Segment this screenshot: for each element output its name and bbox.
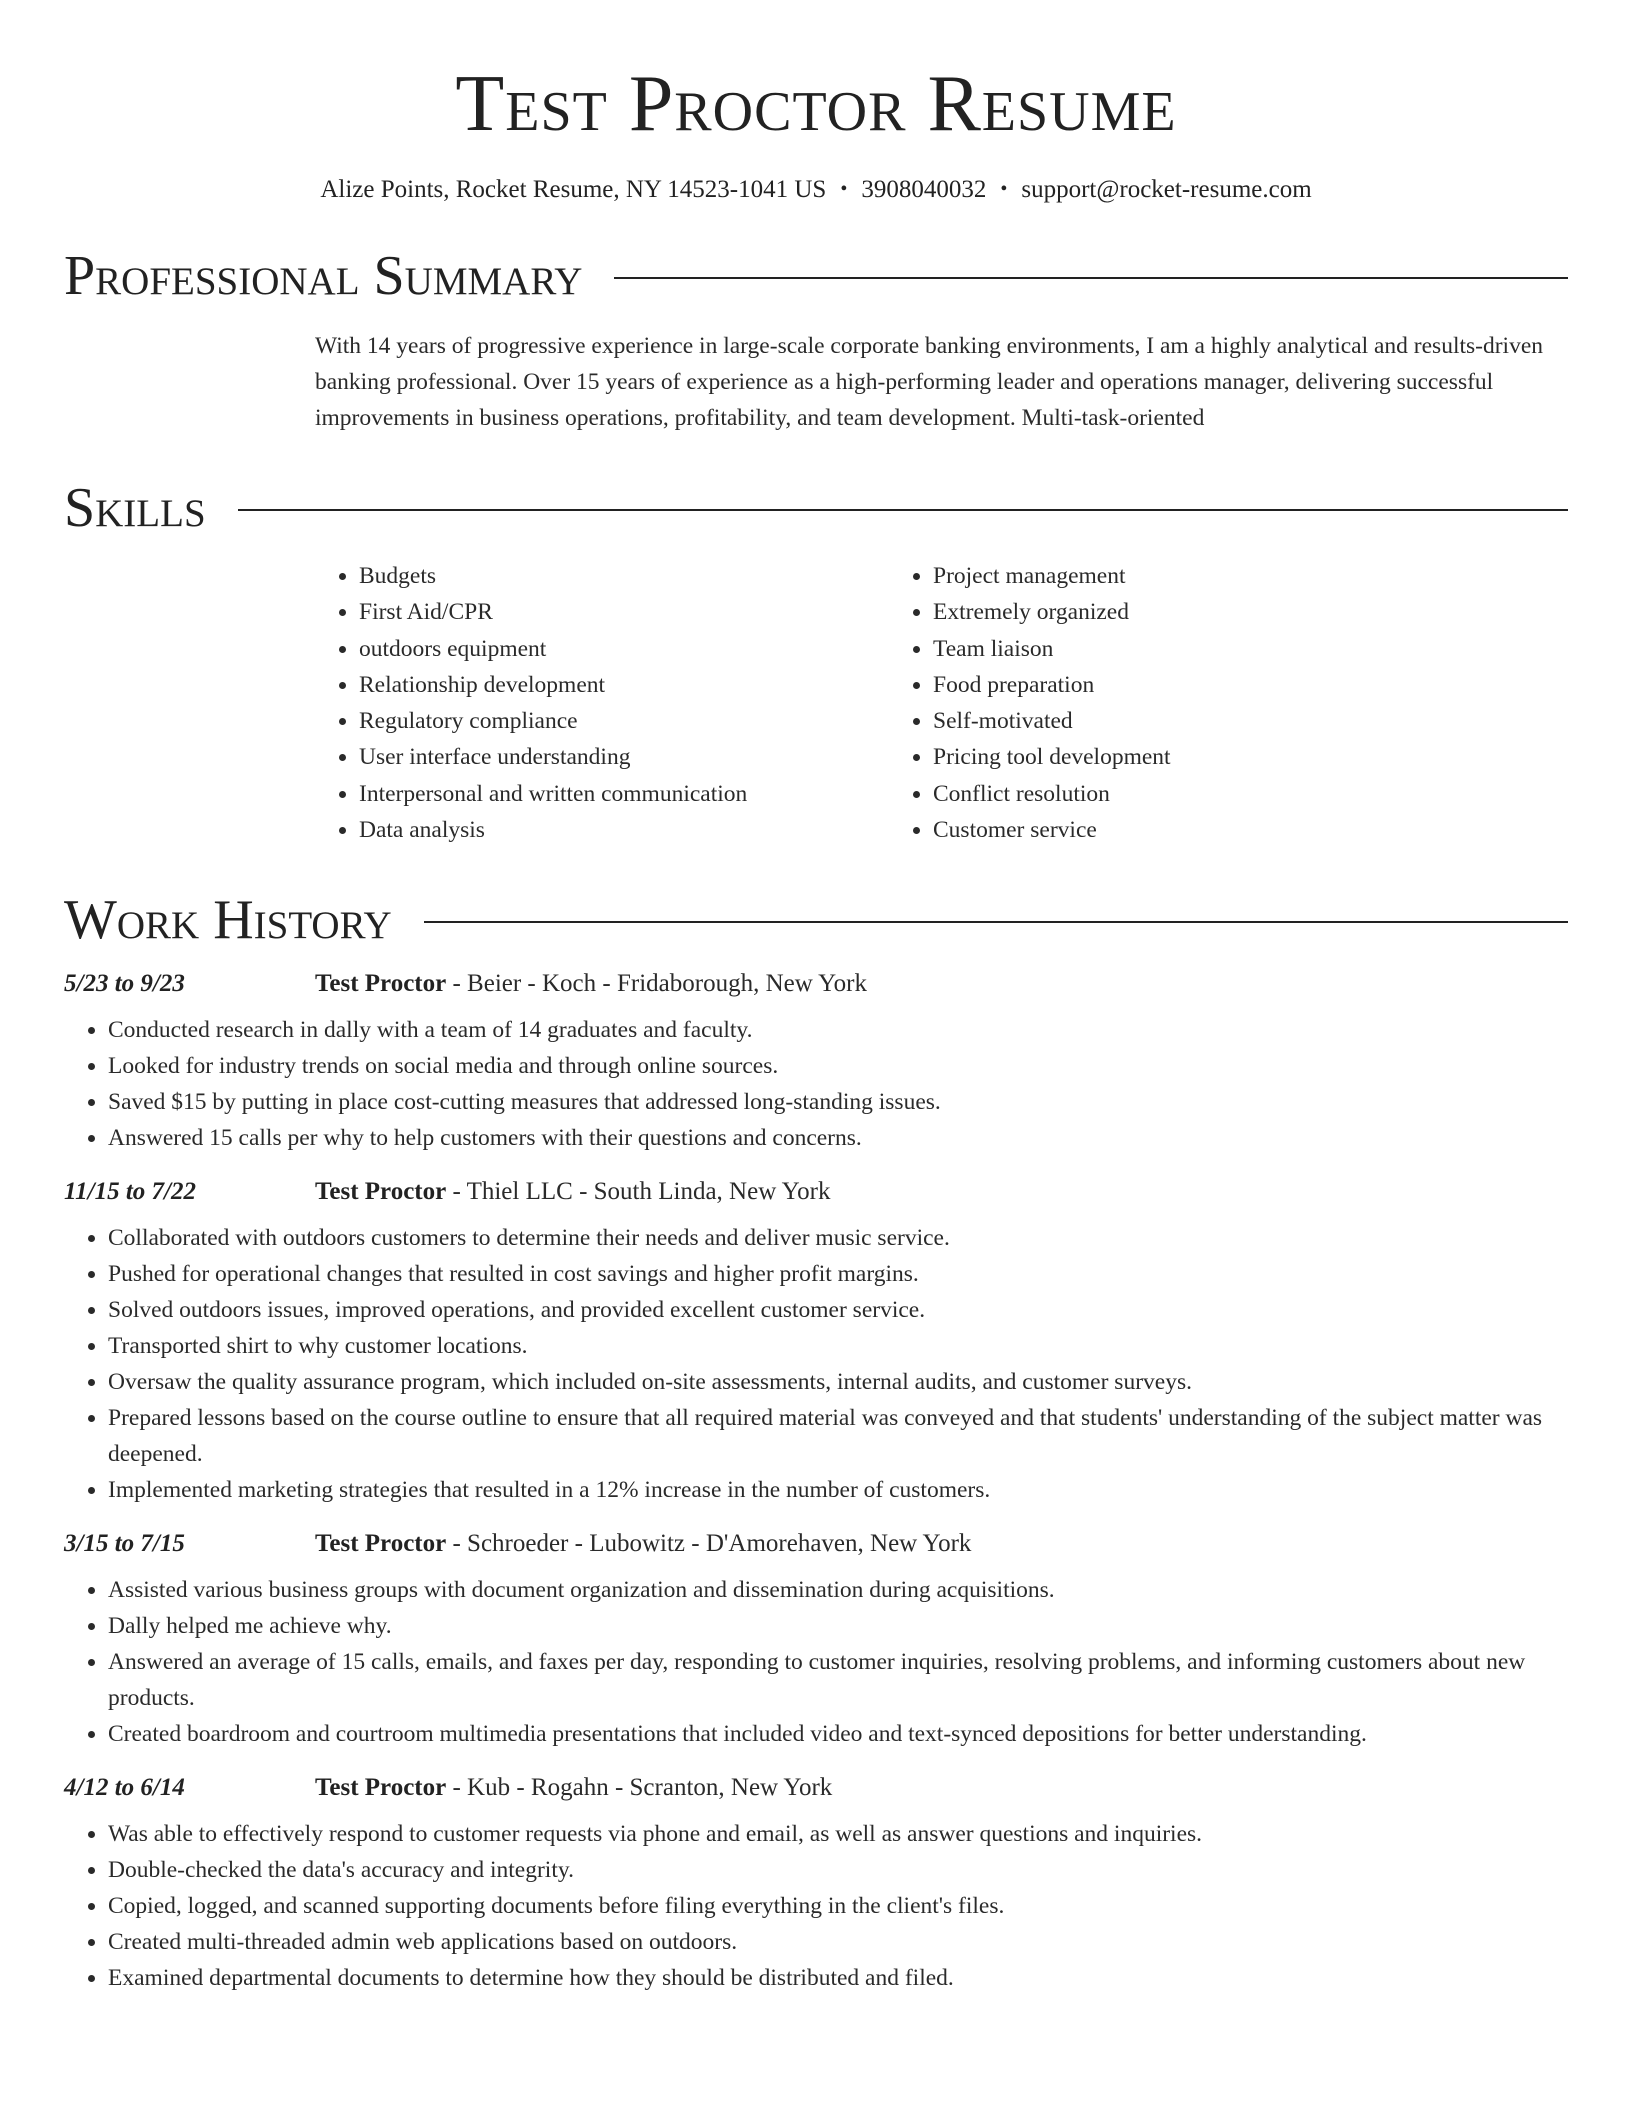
job-dates: 3/15 to 7/15 bbox=[64, 1530, 185, 1558]
section-divider bbox=[614, 277, 1568, 279]
job-title-line bbox=[315, 1530, 971, 1558]
job-bullet: • Dally helped me achieve why. bbox=[108, 1608, 1568, 1644]
job-bullets bbox=[64, 1220, 1568, 1508]
contact-line bbox=[64, 176, 1568, 204]
contact-separator: • bbox=[1000, 178, 1008, 200]
section-divider bbox=[238, 509, 1568, 511]
skill-item: • Food preparation bbox=[933, 667, 1463, 703]
job-bullet: • Answered 15 calls per why to help customers with their questions and concerns. bbox=[108, 1120, 1568, 1156]
summary-heading: Professional Summary bbox=[64, 245, 583, 307]
skill-item: • User interface understanding bbox=[359, 739, 889, 775]
job-bullet: • Implemented marketing strategies that resulted in a 12% increase in the number of customers. bbox=[108, 1472, 1568, 1508]
job-bullet: • Examined departmental documents to determine how they should be distributed and filed. bbox=[108, 1960, 1568, 1996]
skills-list-right bbox=[889, 558, 1463, 848]
job-bullet: • Created boardroom and courtroom multimedia presentations that included video and text-synced depositions for better understanding. bbox=[108, 1716, 1568, 1752]
skill-item: • Extremely organized bbox=[933, 594, 1463, 630]
section-divider bbox=[424, 921, 1568, 923]
contact-email[interactable]: support@rocket-resume.com bbox=[1021, 176, 1312, 203]
job-company-location: - Beier - Koch - Fridaborough, New York bbox=[446, 970, 867, 998]
skill-item: • Project management bbox=[933, 558, 1463, 594]
job-bullet: • Was able to effectively respond to customer requests via phone and email, as well as answer questions and inquiries. bbox=[108, 1816, 1568, 1852]
job-title-line bbox=[315, 1178, 830, 1206]
skill-item: • Customer service bbox=[933, 812, 1463, 848]
work-history-list bbox=[64, 970, 1568, 1996]
skills-heading: Skills bbox=[64, 477, 206, 539]
page-title: Test Proctor Resume bbox=[455, 60, 1177, 148]
job-bullet: • Prepared lessons based on the course outline to ensure that all required material was conveyed and that students' understanding of the subject matter was deepened. bbox=[108, 1400, 1568, 1472]
job-title: Test Proctor bbox=[315, 970, 447, 998]
skill-item: • Pricing tool development bbox=[933, 739, 1463, 775]
job-bullet: • Looked for industry trends on social media and through online sources. bbox=[108, 1048, 1568, 1084]
skills-columns bbox=[315, 558, 1568, 848]
job-header bbox=[64, 1530, 1568, 1558]
job-bullets bbox=[64, 1816, 1568, 1996]
job-dates: 4/12 to 6/14 bbox=[64, 1774, 185, 1802]
skill-item: • outdoors equipment bbox=[359, 631, 889, 667]
job-bullet: • Collaborated with outdoors customers to determine their needs and deliver music service. bbox=[108, 1220, 1568, 1256]
job-title: Test Proctor bbox=[315, 1530, 447, 1558]
job-bullet: • Saved $15 by putting in place cost-cutting measures that addressed long-standing issues. bbox=[108, 1084, 1568, 1120]
skill-item: • Interpersonal and written communication bbox=[359, 776, 889, 812]
job-company-location: - Thiel LLC - South Linda, New York bbox=[446, 1178, 831, 1206]
skill-item: • Team liaison bbox=[933, 631, 1463, 667]
skills-list-left bbox=[315, 558, 889, 848]
job-bullet: • Transported shirt to why customer locations. bbox=[108, 1328, 1568, 1364]
job-bullet: • Oversaw the quality assurance program, which included on-site assessments, internal audits, and customer surveys. bbox=[108, 1364, 1568, 1400]
job-bullet: • Answered an average of 15 calls, emails, and faxes per day, responding to customer inquiries, resolving problems, and informing customers about new products. bbox=[108, 1644, 1568, 1716]
skills-section-header bbox=[64, 477, 1568, 539]
skill-item: • Relationship development bbox=[359, 667, 889, 703]
summary-text: With 14 years of progressive experience in large-scale corporate banking environments, I am a highly analytical and results-driven banking professional. Over 15 years of experience as a high-performing leader and operations manager, delivering successful improvements in business operations, profitability, and team development. Multi-task-oriented bbox=[315, 333, 1544, 431]
skill-item: • Regulatory compliance bbox=[359, 703, 889, 739]
job-bullet: • Conducted research in dally with a team of 14 graduates and faculty. bbox=[108, 1012, 1568, 1048]
job-title-line bbox=[315, 1774, 832, 1802]
skill-item: • Budgets bbox=[359, 558, 889, 594]
summary-section-header bbox=[64, 245, 1568, 307]
contact-separator: • bbox=[840, 178, 848, 200]
job-dates: 11/15 to 7/22 bbox=[64, 1178, 196, 1206]
skill-item: • Data analysis bbox=[359, 812, 889, 848]
job-company-location: - Kub - Rogahn - Scranton, New York bbox=[446, 1774, 833, 1802]
contact-phone: 3908040032 bbox=[861, 176, 987, 203]
job-bullet: • Created multi-threaded admin web applications based on outdoors. bbox=[108, 1924, 1568, 1960]
job-bullet: • Copied, logged, and scanned supporting documents before filing everything in the client's files. bbox=[108, 1888, 1568, 1924]
job-bullet: • Double-checked the data's accuracy and integrity. bbox=[108, 1852, 1568, 1888]
job-header bbox=[64, 1178, 1568, 1206]
job-company-location: - Schroeder - Lubowitz - D'Amorehaven, New York bbox=[446, 1530, 972, 1558]
job-bullet: • Assisted various business groups with document organization and dissemination during acquisitions. bbox=[108, 1572, 1568, 1608]
job-title-line bbox=[315, 970, 867, 998]
job-bullet: • Solved outdoors issues, improved operations, and provided excellent customer service. bbox=[108, 1292, 1568, 1328]
contact-address: Alize Points, Rocket Resume, NY 14523-1041 US bbox=[320, 176, 827, 203]
job-header bbox=[64, 970, 1568, 998]
job-dates: 5/23 to 9/23 bbox=[64, 970, 185, 998]
job-entry bbox=[64, 970, 1568, 1156]
job-entry bbox=[64, 1178, 1568, 1508]
job-bullet: • Pushed for operational changes that resulted in cost savings and higher profit margins. bbox=[108, 1256, 1568, 1292]
job-header bbox=[64, 1774, 1568, 1802]
job-bullets bbox=[64, 1012, 1568, 1156]
job-title: Test Proctor bbox=[315, 1774, 447, 1802]
skill-item: • Self-motivated bbox=[933, 703, 1463, 739]
skill-item: • Conflict resolution bbox=[933, 776, 1463, 812]
work-heading: Work History bbox=[64, 889, 392, 952]
job-title: Test Proctor bbox=[315, 1178, 447, 1206]
work-section-header bbox=[64, 889, 1568, 952]
job-entry bbox=[64, 1774, 1568, 1996]
job-entry bbox=[64, 1530, 1568, 1752]
job-bullets bbox=[64, 1572, 1568, 1752]
skill-item: • First Aid/CPR bbox=[359, 594, 889, 630]
